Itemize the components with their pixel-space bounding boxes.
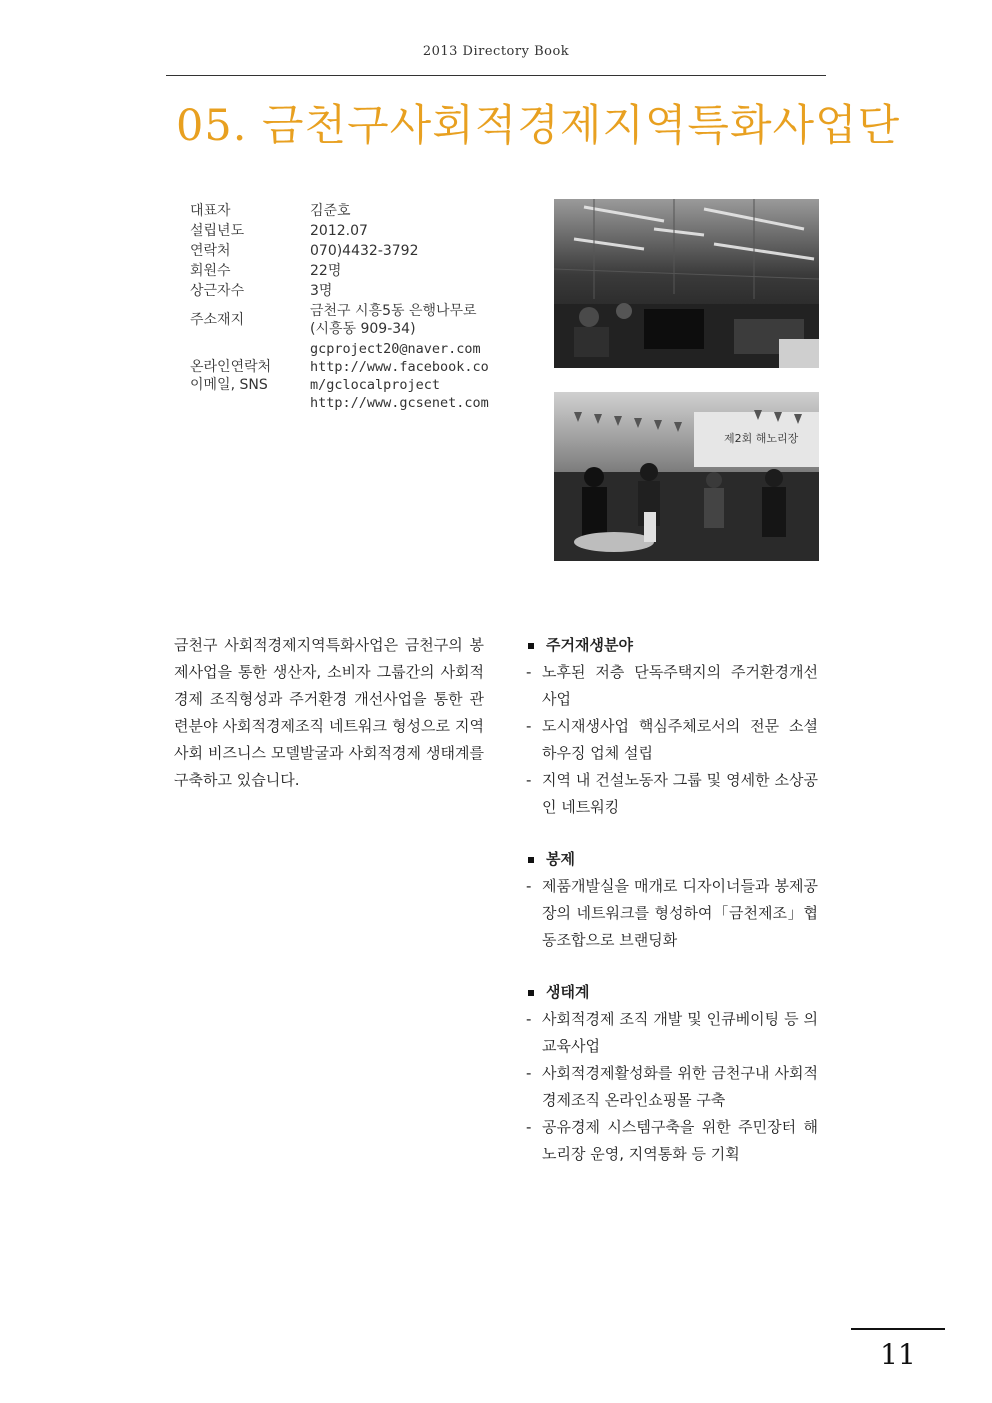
business-areas: [526, 632, 818, 1193]
info-row-members: [190, 262, 520, 280]
info-value-line: 3명: [310, 283, 333, 299]
info-value: [310, 202, 520, 220]
info-value-line: 김준호: [310, 203, 351, 219]
section-housing: [526, 632, 818, 821]
info-value: [310, 262, 520, 280]
info-label: 상근자수: [190, 283, 245, 299]
info-value-line: 금천구 시흥5동 은행나무로: [310, 303, 477, 319]
website-link[interactable]: http://www.gcsenet.com: [310, 395, 489, 411]
section-title: 주거재생분야: [546, 636, 633, 654]
list-item-text: 제품개발실을 매개로 디자이너들과 봉제공장의 네트워크를 형성하여「금천제조」협동조합으로 브랜딩화: [542, 877, 818, 949]
list-item: [526, 1060, 818, 1114]
info-row-online: [190, 340, 520, 412]
section-heading: [526, 632, 818, 659]
info-row-address: [190, 302, 520, 338]
info-value: [310, 340, 520, 412]
info-label-line: 온라인연락처: [190, 359, 272, 375]
info-label: 주소재지: [190, 312, 245, 328]
info-value: [310, 222, 520, 240]
event-sign-text: 제2회 해노리장: [724, 432, 799, 445]
section-heading: [526, 979, 818, 1006]
square-bullet-icon: [528, 857, 534, 863]
section-heading: [526, 846, 818, 873]
dash-bullet: -: [526, 1118, 532, 1136]
info-label: [190, 340, 310, 412]
page-number: 11: [880, 1338, 916, 1371]
page-title: 05. 금천구사회적경제지역특화사업단: [176, 101, 901, 151]
dash-bullet: -: [526, 663, 532, 681]
section-ecosystem: [526, 979, 818, 1168]
info-row-founded: [190, 222, 520, 240]
running-header: 2013 Directory Book: [422, 44, 570, 59]
section-sewing: [526, 846, 818, 954]
list-item-text: 공유경제 시스템구축을 위한 주민장터 해노리장 운영, 지역통화 등 기획: [542, 1118, 818, 1163]
list-item: [526, 659, 818, 713]
info-value: [310, 302, 520, 338]
list-item-text: 도시재생사업 핵심주체로서의 전문 소셜 하우징 업체 설립: [542, 717, 818, 762]
dash-bullet: -: [526, 1064, 532, 1082]
info-value-line: (시흥동 909-34): [310, 321, 416, 337]
sewing-workshop-photo: [554, 199, 819, 368]
info-row-contact: [190, 242, 520, 260]
sewing-workshop-image: [554, 199, 819, 368]
market-event-photo: [554, 392, 819, 561]
intro-paragraph: 금천구 사회적경제지역특화사업은 금천구의 봉제사업을 통한 생산자, 소비자 그룹간의 사회적경제 조직형성과 주거환경 개선사업을 통한 관련분야 사회적경제조직 네트워크 형성으로 지역사회 비즈니스 모델발굴과 사회적경제 생태계를 구축하고 있습니다.: [174, 636, 484, 789]
dash-bullet: -: [526, 1010, 532, 1028]
square-bullet-icon: [528, 643, 534, 649]
section-title: 봉제: [546, 850, 575, 868]
info-label-line: 이메일, SNS: [190, 377, 268, 393]
info-row-staff: [190, 282, 520, 300]
list-item-text: 사회적경제 조직 개발 및 인큐베이팅 등 의 교육사업: [542, 1010, 818, 1055]
organization-info: [190, 202, 520, 414]
list-item: [526, 713, 818, 767]
info-value-line: 070)4432-3792: [310, 243, 419, 259]
info-label: 설립년도: [190, 223, 245, 239]
list-item-text: 사회적경제활성화를 위한 금천구내 사회적경제조직 온라인쇼핑몰 구축: [542, 1064, 818, 1109]
header-rule: [166, 75, 826, 76]
list-item: [526, 873, 818, 954]
facebook-link-continued[interactable]: m/gclocalproject: [310, 377, 441, 393]
market-event-image: [554, 392, 819, 561]
list-item-text: 지역 내 건설노동자 그룹 및 영세한 소상공인 네트워킹: [542, 771, 818, 816]
square-bullet-icon: [528, 990, 534, 996]
list-item: [526, 1006, 818, 1060]
facebook-link[interactable]: http://www.facebook.co: [310, 359, 489, 375]
dash-bullet: -: [526, 717, 532, 735]
section-title: 생태계: [546, 983, 590, 1001]
email-link[interactable]: gcproject20@naver.com: [310, 341, 481, 357]
list-item-text: 노후된 저층 단독주택지의 주거환경개선 사업: [542, 663, 818, 708]
page-number-rule: [851, 1328, 945, 1330]
info-label: 회원수: [190, 263, 231, 279]
info-row-representative: [190, 202, 520, 220]
list-item: [526, 1114, 818, 1168]
info-value-line: 22명: [310, 263, 342, 279]
info-label: 대표자: [190, 203, 231, 219]
list-item: [526, 767, 818, 821]
info-label: 연락처: [190, 243, 231, 259]
info-value: [310, 282, 520, 300]
dash-bullet: -: [526, 877, 532, 895]
info-value-line: 2012.07: [310, 223, 368, 239]
info-value: [310, 242, 520, 260]
dash-bullet: -: [526, 771, 532, 789]
